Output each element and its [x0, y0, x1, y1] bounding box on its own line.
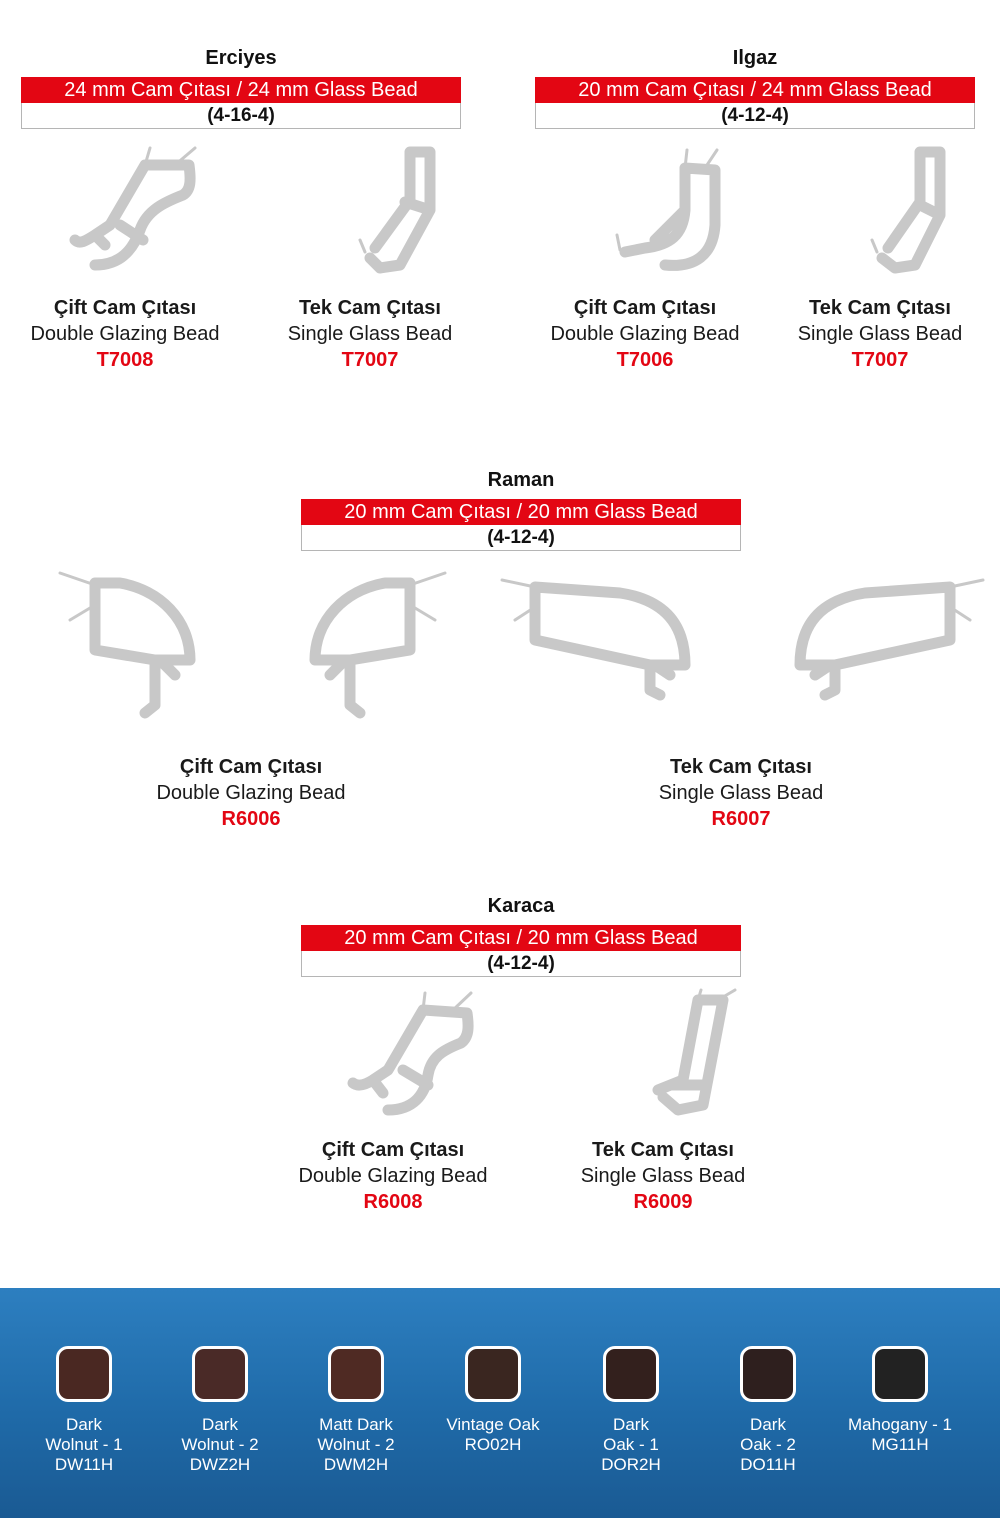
product-r6008	[268, 985, 518, 1215]
double-glazing-bead-profile-icon	[293, 985, 493, 1125]
bead-size-label: 24 mm Cam Çıtası / 24 mm Glass Bead	[21, 77, 461, 103]
swatch-line-1: Dark	[202, 1415, 238, 1434]
raman-single-bead-profile-right-icon	[785, 565, 985, 705]
swatch-line-1: Matt Dark	[319, 1415, 393, 1434]
bead-size-label: 20 mm Cam Çıtası / 20 mm Glass Bead	[301, 499, 741, 525]
product-name-tr: Çift Cam Çıtası	[573, 297, 717, 319]
raman-double-bead-profile-right-icon	[295, 565, 455, 725]
swatch-label	[296, 1415, 416, 1475]
swatch-ro02h[interactable]	[433, 1346, 553, 1455]
product-t7007-ilgaz	[755, 140, 1000, 373]
swatch-label	[24, 1415, 144, 1475]
swatch-line-2: Oak - 2	[740, 1435, 796, 1454]
color-swatch-band	[0, 1288, 1000, 1518]
swatch-line-2: Wolnut - 2	[181, 1435, 259, 1454]
swatch-line-1: Dark	[66, 1415, 102, 1434]
glass-config-label: (4-12-4)	[301, 525, 741, 551]
glass-config-label: (4-16-4)	[21, 103, 461, 129]
product-r6009	[538, 985, 788, 1215]
product-name-en: Double Glazing Bead	[156, 782, 346, 804]
swatch-dwz2h[interactable]	[160, 1346, 280, 1475]
product-r6006	[126, 754, 376, 832]
product-name-en: Single Glass Bead	[580, 1165, 746, 1187]
swatch-line-1: Vintage Oak	[446, 1415, 540, 1434]
glass-config-label: (4-12-4)	[535, 103, 975, 129]
swatch-dwm2h[interactable]	[296, 1346, 416, 1475]
bead-size-label: 20 mm Cam Çıtası / 24 mm Glass Bead	[535, 77, 975, 103]
swatch-label	[708, 1415, 828, 1475]
swatch-code: DWZ2H	[189, 1455, 251, 1474]
color-chip[interactable]	[328, 1346, 384, 1402]
color-chip[interactable]	[465, 1346, 521, 1402]
double-glazing-bead-profile-icon	[545, 140, 745, 285]
product-name-en: Single Glass Bead	[658, 782, 824, 804]
swatch-code: DOR2H	[601, 1455, 661, 1474]
swatch-label	[433, 1415, 553, 1455]
color-chip[interactable]	[740, 1346, 796, 1402]
swatch-mg11h[interactable]	[840, 1346, 960, 1455]
spec-box	[301, 499, 741, 551]
glass-config-label: (4-12-4)	[301, 951, 741, 977]
product-name-en: Single Glass Bead	[797, 323, 963, 345]
spec-box	[301, 925, 741, 977]
color-chip[interactable]	[192, 1346, 248, 1402]
group-title: Ilgaz	[732, 47, 778, 69]
single-glass-bead-profile-icon	[270, 140, 470, 285]
single-glass-bead-profile-icon	[780, 140, 980, 285]
product-name-en: Double Glazing Bead	[298, 1165, 488, 1187]
product-name-tr: Çift Cam Çıtası	[321, 1139, 465, 1161]
product-name-en: Double Glazing Bead	[30, 323, 220, 345]
product-r6007	[616, 754, 866, 832]
product-code: R6006	[221, 808, 281, 830]
swatch-line-2: RO02H	[464, 1435, 522, 1454]
product-name-tr: Çift Cam Çıtası	[53, 297, 197, 319]
swatch-label	[571, 1415, 691, 1475]
product-name-en: Single Glass Bead	[287, 323, 453, 345]
product-code: R6007	[711, 808, 771, 830]
swatch-code: DO11H	[740, 1455, 796, 1474]
raman-double-bead-profile-left-icon	[50, 565, 210, 725]
bead-size-label: 20 mm Cam Çıtası / 20 mm Glass Bead	[301, 925, 741, 951]
swatch-line-2: Oak - 1	[603, 1435, 659, 1454]
product-name-tr: Çift Cam Çıtası	[179, 756, 323, 778]
group-title: Raman	[487, 469, 555, 491]
group-title: Erciyes	[205, 47, 277, 69]
group-raman	[301, 466, 741, 566]
product-t7007-erciyes	[245, 140, 495, 373]
product-code: R6009	[633, 1191, 693, 1213]
spec-box	[535, 77, 975, 129]
swatch-line-2: Wolnut - 2	[317, 1435, 395, 1454]
swatch-label	[840, 1415, 960, 1455]
color-chip[interactable]	[603, 1346, 659, 1402]
product-code: R6008	[363, 1191, 423, 1213]
product-name-tr: Tek Cam Çıtası	[670, 756, 812, 778]
color-chip[interactable]	[872, 1346, 928, 1402]
swatch-line-2: MG11H	[871, 1435, 929, 1454]
product-code: T7006	[616, 349, 674, 371]
product-t7008	[0, 140, 250, 373]
product-code: T7008	[96, 349, 154, 371]
group-title: Karaca	[487, 895, 555, 917]
swatch-dw11h[interactable]	[24, 1346, 144, 1475]
product-name-en: Double Glazing Bead	[550, 323, 740, 345]
swatch-line-1: Mahogany - 1	[848, 1415, 952, 1434]
swatch-line-1: Dark	[750, 1415, 786, 1434]
raman-single-bead-profile-left-icon	[500, 565, 700, 705]
product-name-tr: Tek Cam Çıtası	[809, 297, 951, 319]
color-chip[interactable]	[56, 1346, 112, 1402]
swatch-line-2: Wolnut - 1	[45, 1435, 123, 1454]
swatch-code: DW11H	[54, 1455, 114, 1474]
product-code: T7007	[851, 349, 909, 371]
swatch-line-1: Dark	[613, 1415, 649, 1434]
single-glass-bead-profile-icon	[563, 985, 763, 1125]
double-glazing-bead-profile-icon	[25, 140, 225, 285]
group-karaca	[301, 892, 741, 992]
product-name-tr: Tek Cam Çıtası	[592, 1139, 734, 1161]
product-t7006	[520, 140, 770, 373]
product-code: T7007	[341, 349, 399, 371]
swatch-code: DWM2H	[323, 1455, 389, 1474]
spec-box	[21, 77, 461, 129]
product-name-tr: Tek Cam Çıtası	[299, 297, 441, 319]
swatch-label	[160, 1415, 280, 1475]
swatch-dor2h[interactable]	[571, 1346, 691, 1475]
swatch-do11h[interactable]	[708, 1346, 828, 1475]
